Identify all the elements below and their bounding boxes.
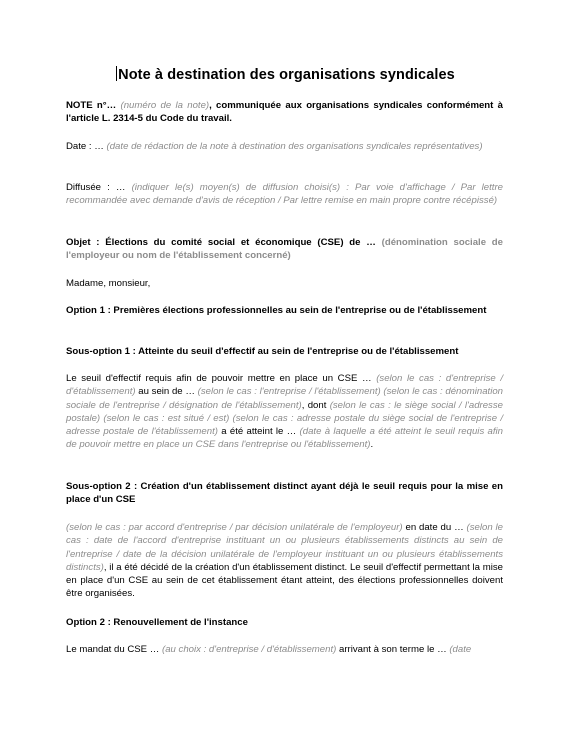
text-cursor	[116, 66, 117, 81]
note-label: NOTE n°…	[66, 100, 121, 111]
objet-paragraph[interactable]	[66, 236, 503, 263]
so2-text-1: en date du …	[402, 522, 467, 533]
op2-text-2: arrivant à son terme le …	[336, 644, 450, 655]
date-hint: (date de rédaction de la note à destination des organisations syndicales représentatives)	[106, 141, 483, 152]
option2-paragraph[interactable]	[66, 643, 503, 656]
so1-hint-1: (selon le cas : d'entreprise / d'établissement)	[66, 373, 503, 398]
so1-text-1: Le seuil d'effectif requis afin de pouvoir mettre en place un CSE …	[66, 373, 377, 384]
diffusion-hint: (indiquer le(s) moyen(s) de diffusion choisi(s) : Par voie d'affichage / Par lettre recommandée avec demande d'avis de réception / Par lettre remise en main propre contre récépissé)	[66, 182, 503, 207]
document-title-row	[0, 66, 571, 83]
sous-option2-paragraph[interactable]	[66, 521, 503, 601]
op2-hint-1: (au choix : d'entreprise / d'établissement)	[162, 644, 337, 655]
objet-label: Objet : Élections du comité social et économique (CSE) de …	[66, 237, 382, 248]
so1-text-5: .	[370, 439, 374, 451]
objet-hint: (dénomination sociale de l'employeur ou nom de l'établissement concerné)	[66, 237, 503, 262]
date-label: Date : …	[66, 141, 107, 152]
so2-hint-2: (selon le cas : date de l'accord d'entreprise instituant un ou plusieurs établissements distincts au sein de l'entreprise / date de la décision unilatérale de l'employeur instituant un ou plusieurs établissements distincts)	[66, 522, 504, 573]
so1-text-3: , dont	[301, 399, 330, 411]
sous-option1-heading[interactable]: Sous-option 1 : Atteinte du seuil d'effectif au sein de l'entreprise ou de l'établissement	[66, 346, 459, 357]
so2-text-2: , il a été décidé de la création d'un établissement distinct. Le seuil d'effectif permettant la mise en place d'un CSE au sein de cet établissement étant atteint, des élections professionnelles doivent être organisées.	[66, 561, 503, 600]
op2-text-1: Le mandat du CSE …	[66, 644, 162, 655]
note-text: , communiquée aux organisations syndicales conformément à l'article L. 2314-5 du Code du travail.	[66, 100, 503, 125]
diffusion-paragraph[interactable]	[66, 181, 503, 208]
so1-hint-3: (selon le cas : le siège social / l'adresse postale) (selon le cas : est situé / est) (selon le cas : adresse postale du siège social de l'entreprise / adresse postale de l'établissement)	[66, 399, 503, 438]
so1-hint-2: (selon le cas : l'entreprise / l'établissement) (selon le cas : dénomination sociale de l'entreprise / désignation de l'établissement)	[66, 386, 503, 411]
op2-hint-2: (date	[449, 644, 472, 655]
note-hint: (numéro de la note)	[120, 100, 210, 111]
date-paragraph[interactable]	[66, 140, 503, 153]
salutation[interactable]: Madame, monsieur,	[66, 278, 151, 289]
diffusion-label: Diffusée : …	[66, 182, 132, 193]
so1-text-4: a été atteint le …	[217, 426, 300, 438]
option1-heading[interactable]: Option 1 : Premières élections professionnelles au sein de l'entreprise ou de l'établissement	[66, 305, 487, 316]
sous-option1-paragraph[interactable]	[66, 372, 503, 452]
so2-hint-1: (selon le cas : par accord d'entreprise / par décision unilatérale de l'employeur)	[66, 522, 403, 533]
sous-option2-heading[interactable]: Sous-option 2 : Création d'un établissement distinct ayant déjà le seuil requis pour la mise en place d'un CSE	[66, 481, 503, 506]
note-paragraph[interactable]	[66, 99, 503, 126]
option2-heading[interactable]: Option 2 : Renouvellement de l'instance	[66, 617, 248, 628]
so1-hint-4: (date à laquelle a été atteint le seuil requis afin de pouvoir mettre en place un CSE dans l'entreprise ou l'établissement)	[66, 426, 503, 451]
so1-text-2: au sein de …	[135, 386, 198, 398]
document-title[interactable]: Note à destination des organisations syndicales	[118, 67, 455, 83]
